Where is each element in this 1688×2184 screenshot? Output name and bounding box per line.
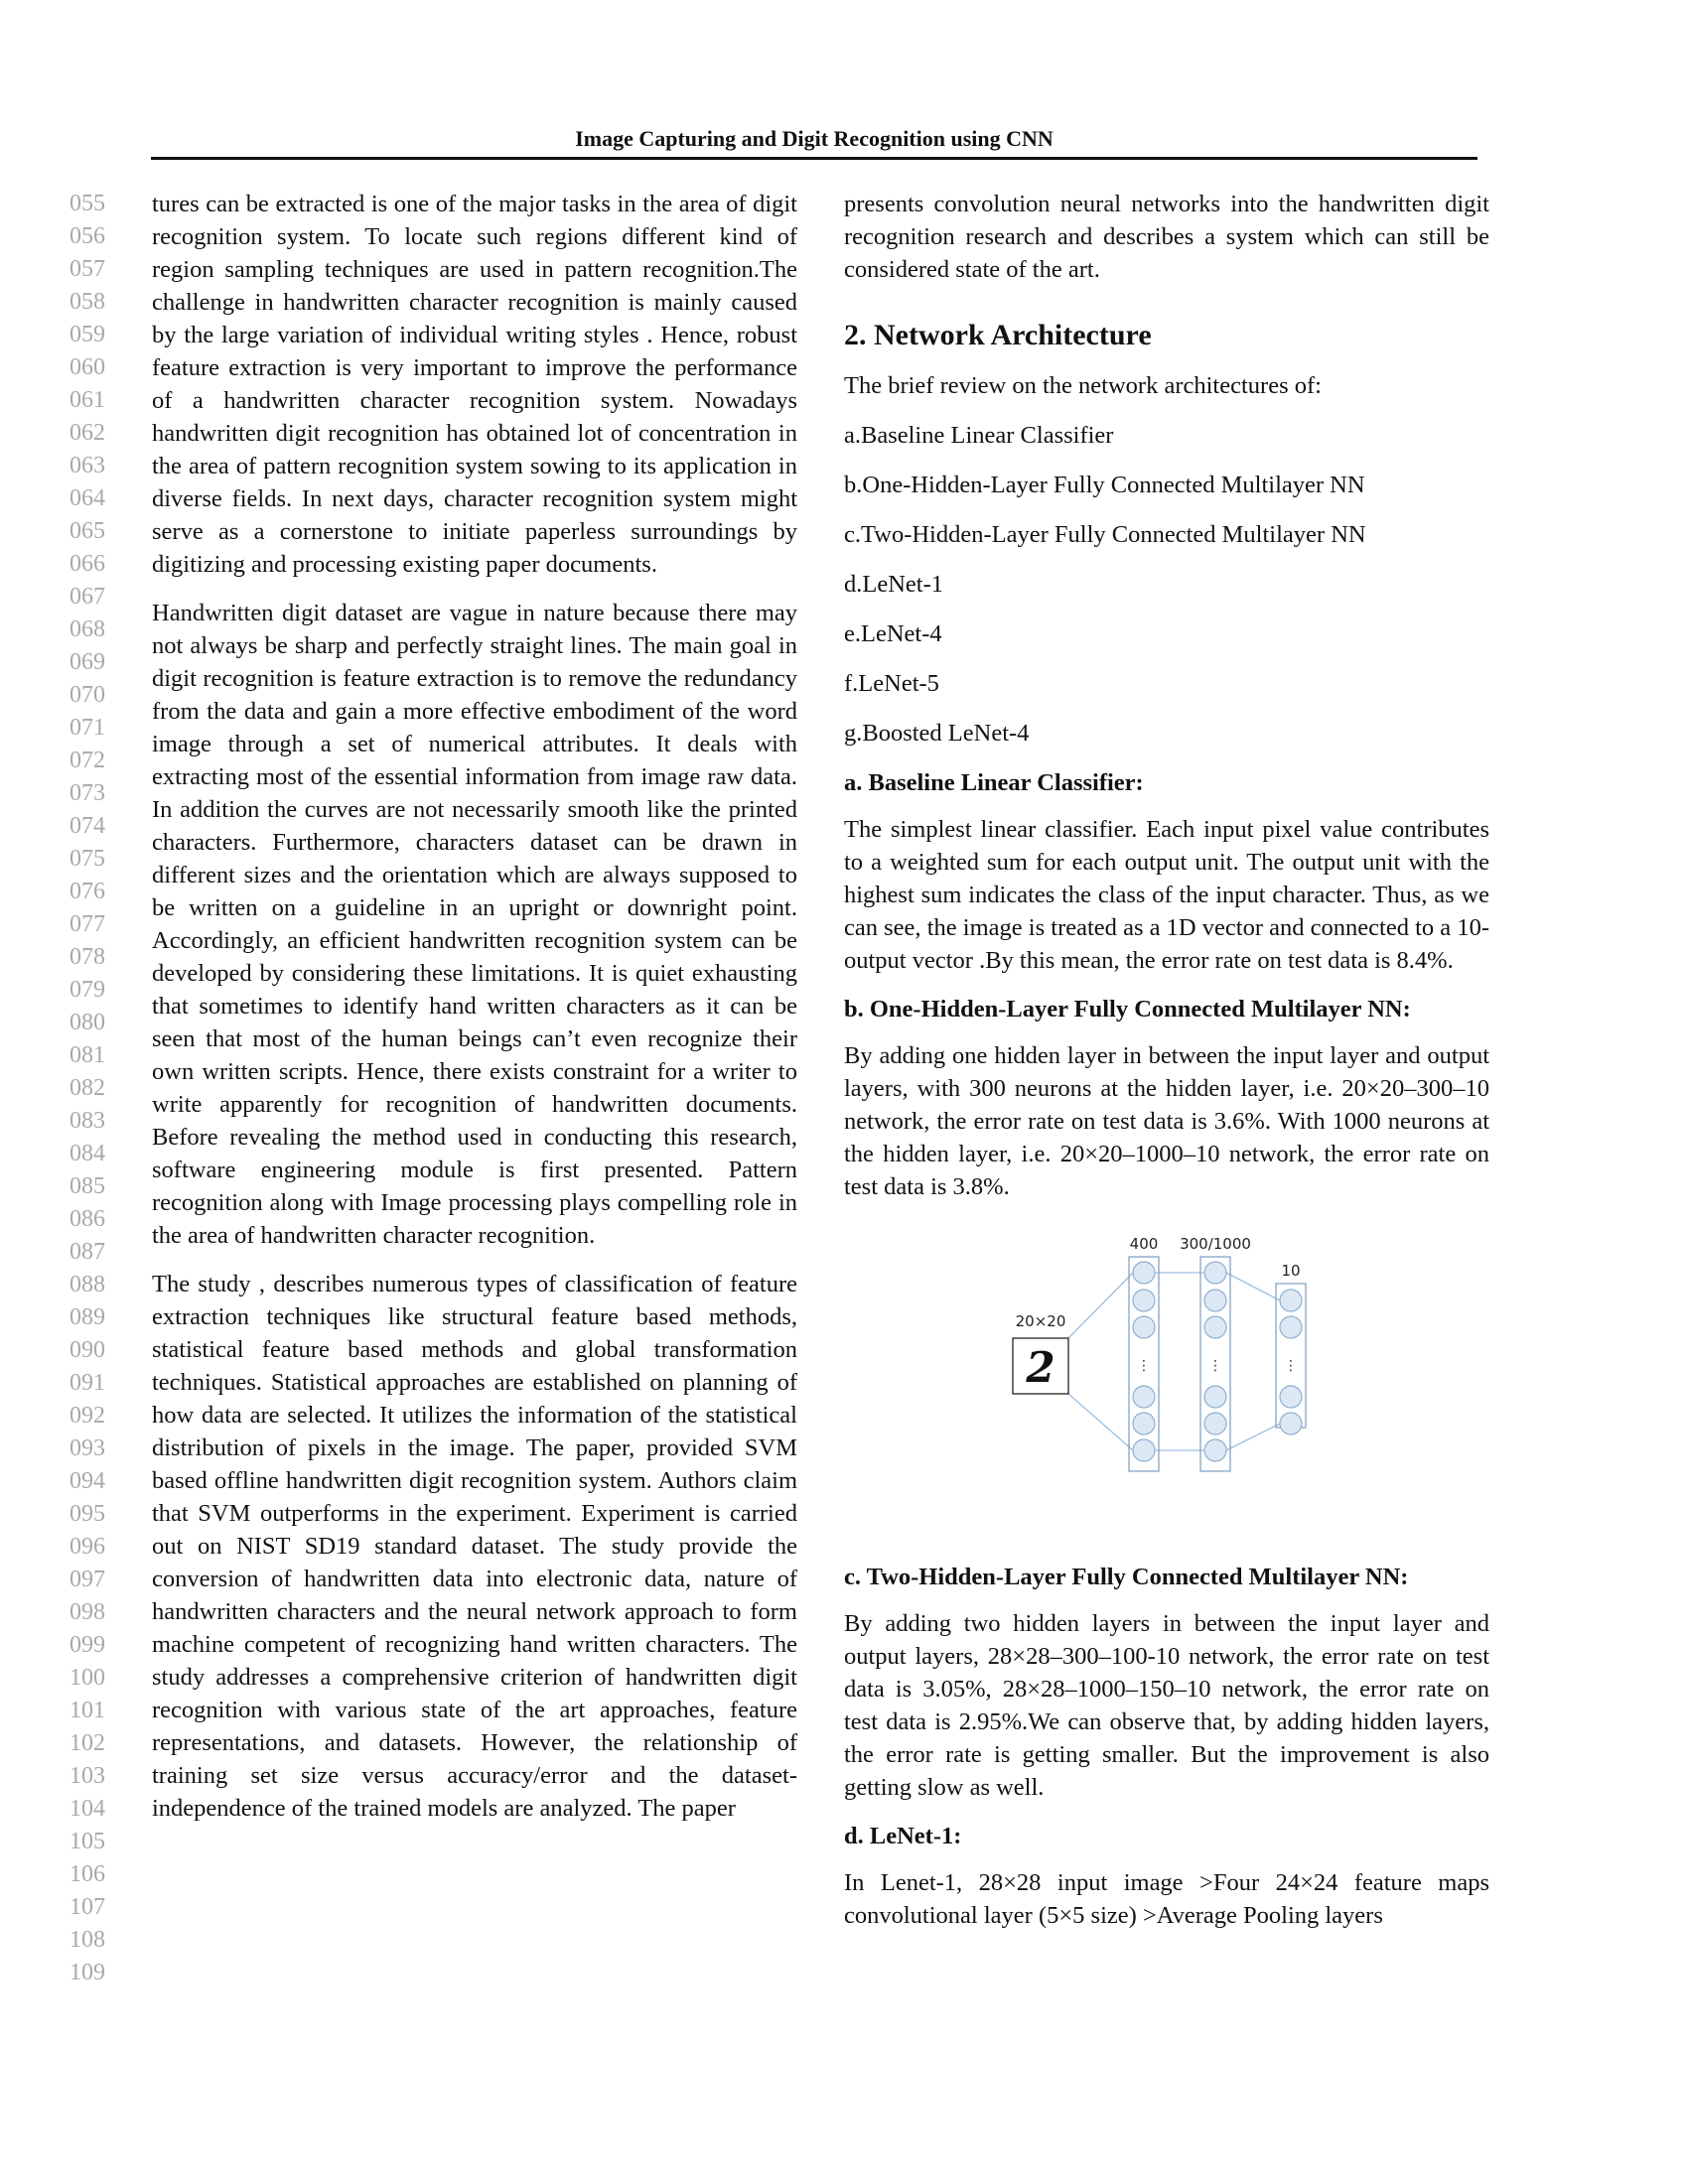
line-number: 074 bbox=[70, 813, 105, 839]
line-number: 098 bbox=[70, 1599, 105, 1625]
ellipsis-icon: ⋮ bbox=[1208, 1358, 1222, 1374]
architecture-list-item: g.Boosted LeNet-4 bbox=[844, 720, 1030, 747]
line-number: 101 bbox=[70, 1698, 105, 1723]
line-number: 097 bbox=[70, 1567, 105, 1592]
line-number: 058 bbox=[70, 289, 105, 315]
line-number: 073 bbox=[70, 780, 105, 806]
architecture-list-item: b.One-Hidden-Layer Fully Connected Multilayer NN bbox=[844, 472, 1365, 498]
handwritten-digit: 2 bbox=[1026, 1343, 1055, 1392]
layer-size-label: 10 bbox=[1281, 1262, 1301, 1280]
line-number: 064 bbox=[70, 485, 105, 511]
line-number: 086 bbox=[70, 1206, 105, 1232]
line-number: 092 bbox=[70, 1403, 105, 1429]
line-number: 079 bbox=[70, 977, 105, 1003]
connection-line bbox=[1068, 1394, 1133, 1450]
line-number: 066 bbox=[70, 551, 105, 577]
line-number: 062 bbox=[70, 420, 105, 446]
neuron-node bbox=[1133, 1439, 1155, 1461]
line-numbers bbox=[70, 188, 159, 1989]
subsection-heading: b. One-Hidden-Layer Fully Connected Multilayer NN: bbox=[844, 996, 1411, 1023]
line-number: 100 bbox=[70, 1665, 105, 1691]
line-number: 102 bbox=[70, 1730, 105, 1756]
neuron-node bbox=[1133, 1316, 1155, 1338]
line-number: 090 bbox=[70, 1337, 105, 1363]
line-number: 109 bbox=[70, 1960, 105, 1985]
body-paragraph: The study , describes numerous types of classification of feature extraction techniques like structural feature based methods, statistical feature based methods and global transformation techniques. Statistical approaches are established on planning of how data are selected. It utilizes the information of the statistical distribution of pixels in the image. The paper, provided SVM based offline handwritten digit recognition system. Authors claim that SVM outperforms in the experiment. Experiment is carried out on NIST SD19 standard dataset. The study provide the conversion of handwritten data into electronic data, nature of handwritten characters and the neural network approach to form machine competent of recognizing hand written characters. The study addresses a comprehensive criterion of handwritten digit recognition with various state of the art approaches, feature representations, and datasets. However, the relationship of training set size versus accuracy/error and the dataset-independence of the trained models are analyzed. The paper bbox=[152, 1271, 797, 1822]
line-number: 089 bbox=[70, 1304, 105, 1330]
line-number: 103 bbox=[70, 1763, 105, 1789]
neuron-node bbox=[1280, 1316, 1302, 1338]
line-number: 078 bbox=[70, 944, 105, 970]
line-number: 082 bbox=[70, 1075, 105, 1101]
line-number: 091 bbox=[70, 1370, 105, 1396]
network-diagram-figure bbox=[844, 1223, 1489, 1521]
neuron-node bbox=[1280, 1413, 1302, 1434]
line-number: 069 bbox=[70, 649, 105, 675]
line-number: 104 bbox=[70, 1796, 105, 1822]
line-number: 070 bbox=[70, 682, 105, 708]
line-number: 106 bbox=[70, 1861, 105, 1887]
connection-line bbox=[1226, 1273, 1280, 1300]
line-number: 108 bbox=[70, 1927, 105, 1953]
line-number: 071 bbox=[70, 715, 105, 741]
body-paragraph: presents convolution neural networks into the handwritten digit recognition research and describes a system which can still be considered state of the art. bbox=[844, 191, 1489, 283]
architecture-list-item: a.Baseline Linear Classifier bbox=[844, 422, 1114, 449]
line-number: 080 bbox=[70, 1010, 105, 1035]
line-number: 099 bbox=[70, 1632, 105, 1658]
line-number: 093 bbox=[70, 1435, 105, 1461]
header-rule bbox=[151, 157, 1477, 160]
line-number: 084 bbox=[70, 1141, 105, 1166]
ellipsis-icon: ⋮ bbox=[1284, 1358, 1298, 1374]
neuron-node bbox=[1204, 1262, 1226, 1284]
line-number: 105 bbox=[70, 1829, 105, 1854]
architecture-list-item: d.LeNet-1 bbox=[844, 571, 943, 598]
line-number: 094 bbox=[70, 1468, 105, 1494]
line-number: 088 bbox=[70, 1272, 105, 1297]
line-number: 087 bbox=[70, 1239, 105, 1265]
line-number: 107 bbox=[70, 1894, 105, 1920]
neuron-node bbox=[1204, 1290, 1226, 1311]
layer-size-label: 300/1000 bbox=[1180, 1235, 1251, 1253]
line-number: 057 bbox=[70, 256, 105, 282]
subsection-heading: c. Two-Hidden-Layer Fully Connected Multilayer NN: bbox=[844, 1564, 1409, 1590]
input-size-label: 20×20 bbox=[1015, 1312, 1066, 1330]
ellipsis-icon: ⋮ bbox=[1137, 1358, 1151, 1374]
connection-line bbox=[1068, 1273, 1133, 1338]
architecture-list-item: e.LeNet-4 bbox=[844, 620, 942, 647]
subsection-text: The simplest linear classifier. Each input pixel value contributes to a weighted sum for each output unit. The output unit with the highest sum indicates the class of the input character. Thus, as we can see, the image is treated as a 1D vector and connected to a 10-output vector .By this mean, the error rate on test data is 8.4%. bbox=[844, 816, 1489, 974]
section-heading: 2. Network Architecture bbox=[844, 319, 1152, 351]
body-paragraph: tures can be extracted is one of the major tasks in the area of digit recognition system. To locate such regions different kind of region sampling techniques are used in pattern recognition.The challenge in handwritten character recognition is mainly caused by the large variation of individual writing styles . Hence, robust feature extraction is very important to improve the performance of a handwritten character recognition system. Nowadays handwritten digit recognition has obtained lot of concentration in the area of pattern recognition system sowing to its application in diverse fields. In next days, character recognition system might serve as a cornerstone to initiate paperless surroundings by digitizing and processing existing paper documents. bbox=[152, 191, 797, 578]
neuron-node bbox=[1204, 1439, 1226, 1461]
line-number: 055 bbox=[70, 191, 105, 216]
architecture-list-item: f.LeNet-5 bbox=[844, 670, 939, 697]
running-header-title: Image Capturing and Digit Recognition using CNN bbox=[575, 126, 1054, 151]
network-diagram bbox=[844, 1223, 1489, 1521]
line-number: 063 bbox=[70, 453, 105, 478]
line-number: 072 bbox=[70, 748, 105, 773]
line-number: 081 bbox=[70, 1042, 105, 1068]
neuron-node bbox=[1204, 1413, 1226, 1434]
subsection-text: In Lenet-1, 28×28 input image >Four 24×24 feature maps convolutional layer (5×5 size) >Average Pooling layers bbox=[844, 1869, 1489, 1929]
line-number: 060 bbox=[70, 354, 105, 380]
neuron-node bbox=[1133, 1290, 1155, 1311]
neuron-node bbox=[1133, 1386, 1155, 1408]
line-number: 061 bbox=[70, 387, 105, 413]
line-number: 067 bbox=[70, 584, 105, 610]
line-number: 059 bbox=[70, 322, 105, 347]
line-number: 065 bbox=[70, 518, 105, 544]
line-number: 077 bbox=[70, 911, 105, 937]
architecture-list-item: c.Two-Hidden-Layer Fully Connected Multilayer NN bbox=[844, 521, 1366, 548]
neuron-node bbox=[1133, 1262, 1155, 1284]
neuron-node bbox=[1280, 1290, 1302, 1311]
neuron-node bbox=[1204, 1386, 1226, 1408]
connection-line bbox=[1226, 1424, 1280, 1450]
line-number: 095 bbox=[70, 1501, 105, 1527]
line-number: 083 bbox=[70, 1108, 105, 1134]
neuron-node bbox=[1133, 1413, 1155, 1434]
neuron-node bbox=[1204, 1316, 1226, 1338]
right-column bbox=[844, 188, 1489, 1948]
subsection-heading: d. LeNet-1: bbox=[844, 1823, 962, 1849]
line-number: 068 bbox=[70, 616, 105, 642]
left-column bbox=[152, 188, 797, 1841]
line-number: 085 bbox=[70, 1173, 105, 1199]
line-number: 076 bbox=[70, 879, 105, 904]
line-number: 075 bbox=[70, 846, 105, 872]
neuron-node bbox=[1280, 1386, 1302, 1408]
layer-size-label: 400 bbox=[1129, 1235, 1159, 1253]
line-number: 096 bbox=[70, 1534, 105, 1560]
subsection-heading: a. Baseline Linear Classifier: bbox=[844, 769, 1144, 796]
subsection-text: By adding two hidden layers in between the input layer and output layers, 28×28–300–100-10 network, the error rate on test data is 3.05%, 28×28–1000–150–10 network, the error rate on test data is 2.95%.We can observe that, by adding hidden layers, the error rate is getting smaller. But the improvement is also getting slow as well. bbox=[844, 1610, 1489, 1801]
line-number: 056 bbox=[70, 223, 105, 249]
subsection-text: By adding one hidden layer in between the input layer and output layers, with 300 neurons at the hidden layer, i.e. 20×20–300–10 network, the error rate on test data is 3.6%. With 1000 neurons at the hidden layer, i.e. 20×20–1000–10 network, the error rate on test data is 3.8%. bbox=[844, 1042, 1489, 1200]
body-paragraph: Handwritten digit dataset are vague in nature because there may not always be sharp and perfectly straight lines. The main goal in digit recognition is feature extraction is to remove the redundancy from the data and gain a more effective embodiment of the word image through a set of numerical attributes. It deals with extracting most of the essential information from image raw data. In addition the curves are not necessarily smooth like the printed characters. Furthermore, characters dataset can be drawn in different sizes and the orientation which are always supposed to be written on a guideline in an upright or downright point. Accordingly, an efficient handwritten recognition system can be developed by considering these limitations. It is quiet exhausting that sometimes to identify hand written characters as it can be seen that most of the human beings can’t even recognize their own written scripts. Hence, there exists constraint for a writer to write apparently for recognition of handwritten documents. Before revealing the method used in conducting this research, software engineering module is first presented. Pattern recognition along with Image processing plays compelling role in the area of handwritten character recognition. bbox=[152, 600, 797, 1249]
review-intro: The brief review on the network architectures of: bbox=[844, 372, 1322, 399]
